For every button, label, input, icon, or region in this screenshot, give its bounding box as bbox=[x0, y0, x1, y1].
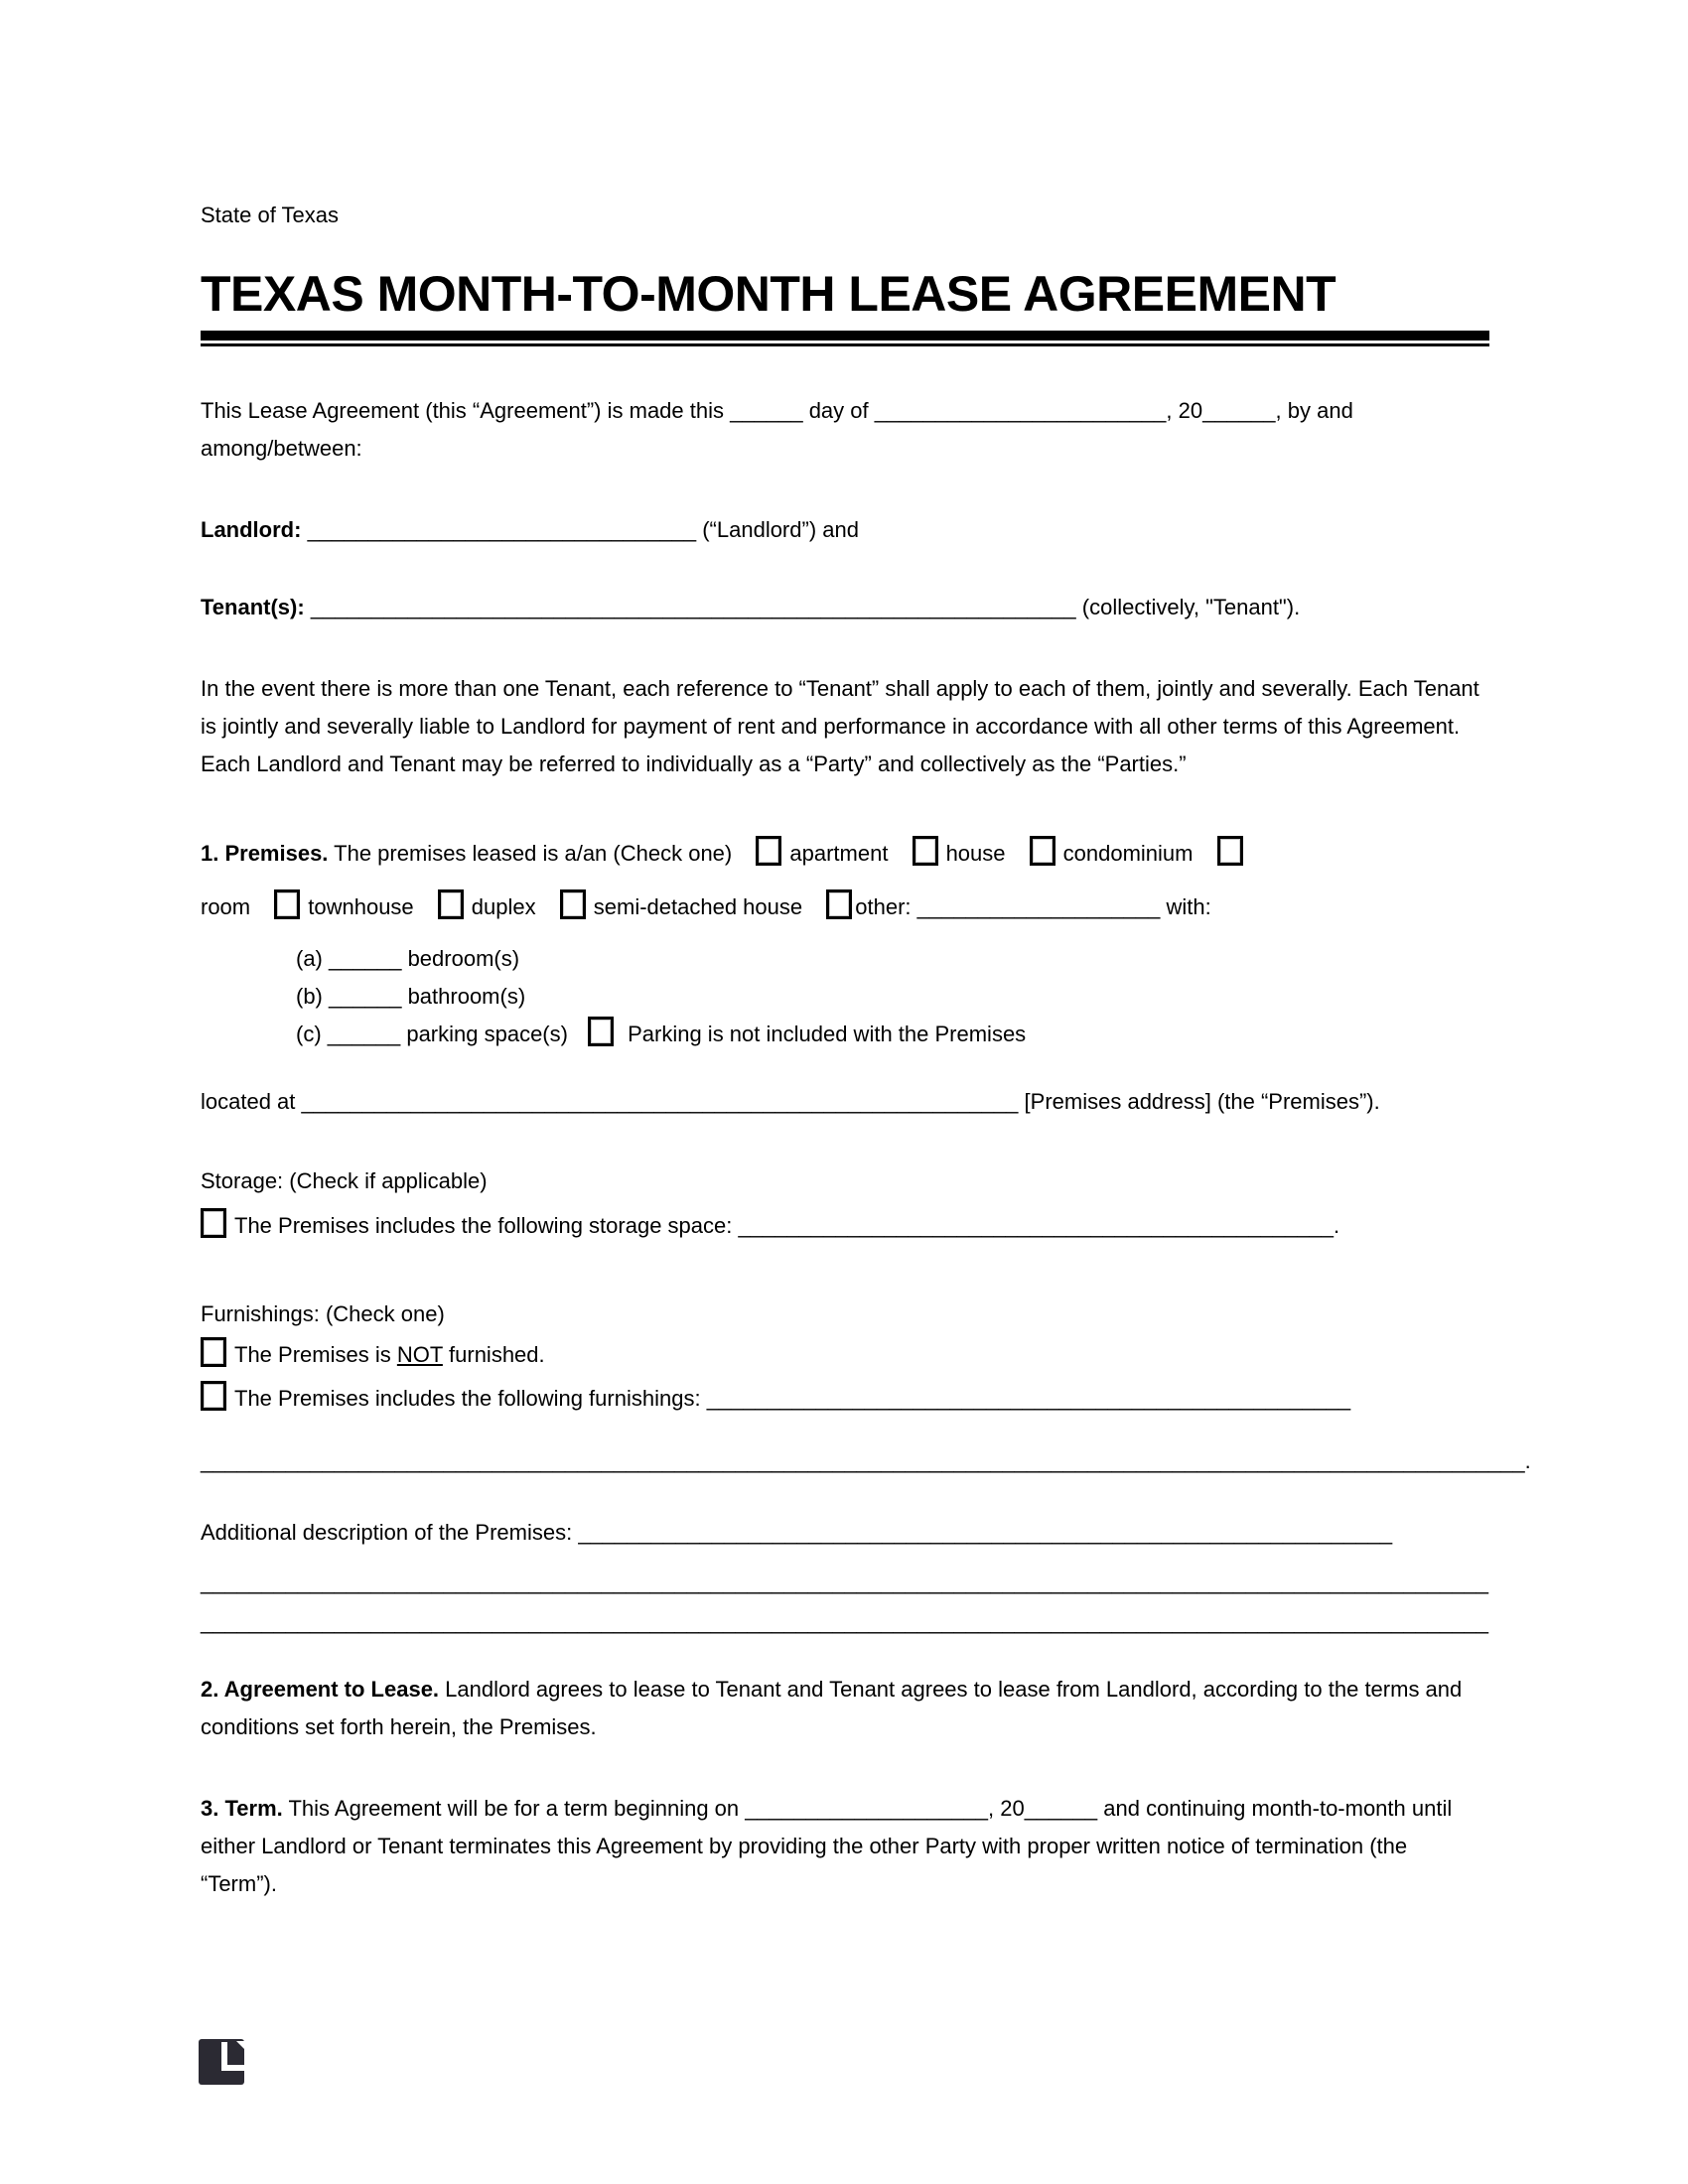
additional-description-blank-1: ___________________________________________________________________ bbox=[578, 1520, 1393, 1545]
tenant-names-blank: _______________________________________________________________ bbox=[310, 595, 1076, 619]
storage-heading: Storage: (Check if applicable) bbox=[201, 1168, 488, 1193]
state-label: State of Texas bbox=[201, 203, 340, 227]
with-label: with: bbox=[1166, 894, 1211, 919]
checkbox-not-furnished[interactable] bbox=[201, 1337, 226, 1367]
term-paragraph bbox=[201, 1790, 1489, 1903]
term-body-post: and continuing month-to-month until either Landlord or Tenant terminates this Agreement by providing the other Party with proper written notice of termination (the “Term”). bbox=[201, 1796, 1453, 1896]
term-date-blank: ____________________ bbox=[745, 1796, 988, 1821]
year-blank: ______ bbox=[1202, 398, 1276, 423]
premises-address-blank: ___________________________________________________________ bbox=[301, 1089, 1019, 1114]
checkbox-storage[interactable] bbox=[201, 1208, 226, 1238]
not-furnished-line bbox=[201, 1333, 1489, 1377]
term-heading: 3. Term. bbox=[201, 1796, 283, 1821]
landlord-label: Landlord: bbox=[201, 517, 302, 542]
tenant-line bbox=[201, 589, 1489, 626]
bedroom-line bbox=[296, 940, 1489, 978]
option-duplex-label: duplex bbox=[471, 894, 536, 919]
intro-text-post: , by and bbox=[1275, 398, 1353, 423]
parking-label: parking space(s) bbox=[406, 1022, 568, 1046]
logo-white-horizontal bbox=[221, 2065, 244, 2071]
checkbox-other[interactable] bbox=[826, 889, 852, 919]
option-apartment-label: apartment bbox=[789, 841, 889, 866]
option-townhouse-label: townhouse bbox=[308, 894, 414, 919]
title-rule-thick bbox=[201, 331, 1489, 341]
option-semi-detached-label: semi-detached house bbox=[593, 894, 803, 919]
intro-line-1 bbox=[201, 392, 1489, 430]
additional-description-blank-2: __________________________________________________________________________________________________________ bbox=[201, 1570, 1488, 1594]
other-type-blank: ____________________ bbox=[916, 894, 1161, 919]
term-body-pre: This Agreement will be for a term beginning on bbox=[288, 1796, 740, 1821]
storage-period: . bbox=[1334, 1213, 1340, 1238]
checkbox-room[interactable] bbox=[1217, 836, 1243, 866]
premises-lead: The premises leased is a/an (Check one) bbox=[334, 841, 733, 866]
furnishings-blank: _____________________________________________________ bbox=[706, 1386, 1351, 1411]
furnishings-period: . bbox=[1524, 1448, 1531, 1473]
detail-b-id: (b) bbox=[296, 984, 323, 1009]
furnishings-continuation-blank: _____________________________________________________________________________________________________________ bbox=[201, 1448, 1525, 1473]
detail-c-id: (c) bbox=[296, 1022, 322, 1046]
option-room-label: room bbox=[201, 894, 251, 919]
premises-option-line-2 bbox=[201, 881, 1489, 934]
checkbox-apartment[interactable] bbox=[756, 836, 781, 866]
intro-paragraph bbox=[201, 392, 1489, 468]
intro-text-mid1: day of bbox=[808, 398, 869, 423]
intro-text-pre: This Lease Agreement (this “Agreement”) is made this bbox=[201, 398, 725, 423]
furnished-option-label: The Premises includes the following furnishings: bbox=[234, 1386, 701, 1411]
checkbox-house[interactable] bbox=[913, 836, 938, 866]
additional-description-line bbox=[201, 1514, 1489, 1552]
premises-heading: 1. Premises. bbox=[201, 841, 329, 866]
located-at-suffix: [Premises address] (the “Premises”). bbox=[1024, 1089, 1380, 1114]
option-other-label: other: bbox=[855, 894, 912, 919]
detail-a-id: (a) bbox=[296, 946, 323, 971]
tenant-label: Tenant(s): bbox=[201, 595, 305, 619]
not-underlined: NOT bbox=[396, 1342, 443, 1367]
term-year-blank: ______ bbox=[1024, 1796, 1098, 1821]
bedroom-count-blank: ______ bbox=[329, 946, 402, 971]
located-at-line bbox=[201, 1083, 1489, 1121]
legal-templates-logo bbox=[199, 2039, 244, 2085]
checkbox-semi-detached[interactable] bbox=[560, 889, 586, 919]
additional-description-blank-line-2 bbox=[201, 1564, 1489, 1601]
agreement-heading: 2. Agreement to Lease. bbox=[201, 1677, 440, 1702]
tenant-suffix: (collectively, "Tenant"). bbox=[1081, 595, 1301, 619]
bathroom-label: bathroom(s) bbox=[407, 984, 526, 1009]
agreement-to-lease-paragraph bbox=[201, 1671, 1489, 1746]
not-furnished-pre: The Premises is bbox=[234, 1342, 391, 1367]
parking-note: Parking is not included with the Premises bbox=[628, 1022, 1027, 1046]
additional-description-blank-3: __________________________________________________________________________________________________________ bbox=[201, 1609, 1488, 1634]
page-title: TEXAS MONTH-TO-MONTH LEASE AGREEMENT bbox=[201, 266, 1336, 322]
furnishings-heading: Furnishings: (Check one) bbox=[201, 1301, 445, 1326]
month-blank: ________________________ bbox=[874, 398, 1167, 423]
furnishings-continuation-line bbox=[201, 1442, 1531, 1480]
landlord-suffix: (“Landlord”) and bbox=[702, 517, 859, 542]
checkbox-furnished[interactable] bbox=[201, 1381, 226, 1411]
intro-line-2: among/between: bbox=[201, 436, 362, 461]
term-mid: , 20 bbox=[988, 1796, 1025, 1821]
storage-option-line bbox=[201, 1204, 1489, 1248]
checkbox-no-parking[interactable] bbox=[588, 1017, 614, 1046]
agreement-body: Landlord agrees to lease to Tenant and Tenant agrees to lease from Landlord, according to the terms and conditions set forth herein, the Premises. bbox=[201, 1677, 1463, 1739]
storage-option-label: The Premises includes the following storage space: bbox=[234, 1213, 733, 1238]
additional-description-label: Additional description of the Premises: bbox=[201, 1520, 573, 1545]
day-blank: ______ bbox=[730, 398, 803, 423]
option-house-label: house bbox=[945, 841, 1006, 866]
title-rule-thin bbox=[201, 343, 1489, 346]
checkbox-duplex[interactable] bbox=[438, 889, 464, 919]
logo-corner-notch bbox=[236, 2041, 245, 2050]
not-furnished-post: furnished. bbox=[449, 1342, 545, 1367]
additional-description-blank-line-3 bbox=[201, 1603, 1489, 1641]
joint-liability-paragraph: In the event there is more than one Tenant, each reference to “Tenant” shall apply to each of them, jointly and severally. Each Tenant is jointly and severally liable to Landlord for payment of rent and performance in accordance with all other terms of this Agreement. Each Landlord and Tenant may be referred to individually as a “Party” and collectively as the “Parties.” bbox=[201, 676, 1479, 776]
premises-details bbox=[201, 940, 1489, 1053]
located-at-label: located at bbox=[201, 1089, 296, 1114]
bedroom-label: bedroom(s) bbox=[407, 946, 520, 971]
checkbox-condominium[interactable] bbox=[1030, 836, 1055, 866]
option-condominium-label: condominium bbox=[1062, 841, 1194, 866]
landlord-line bbox=[201, 511, 1489, 549]
bathroom-count-blank: ______ bbox=[329, 984, 402, 1009]
parking-line bbox=[296, 1016, 1489, 1053]
landlord-name-blank: ________________________________ bbox=[307, 517, 697, 542]
intro-text-mid2: , 20 bbox=[1166, 398, 1203, 423]
checkbox-townhouse[interactable] bbox=[274, 889, 300, 919]
storage-space-blank: _________________________________________________ bbox=[738, 1213, 1335, 1238]
bathroom-line bbox=[296, 978, 1489, 1016]
parking-count-blank: ______ bbox=[327, 1022, 401, 1046]
premises-option-line-1 bbox=[201, 827, 1489, 881]
furnished-line bbox=[201, 1377, 1489, 1421]
